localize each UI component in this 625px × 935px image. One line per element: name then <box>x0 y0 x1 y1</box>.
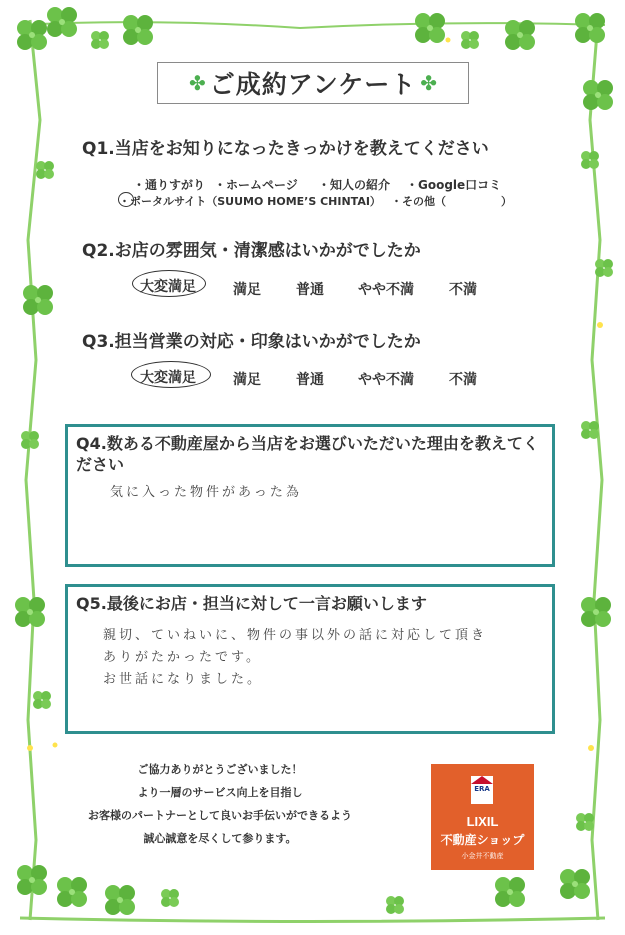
branch-name: 小金井不動産 <box>461 852 504 860</box>
shop-name: 不動産ショップ <box>440 833 525 847</box>
q4-question: Q4.数ある不動産屋から当店をお選びいただいた理由を教えてください <box>76 434 539 474</box>
q1-option[interactable]: ・ホームページ <box>214 178 298 192</box>
q1-option[interactable]: ・知人の紹介 <box>318 178 391 192</box>
q1-option[interactable]: ・通りすがり <box>133 178 206 192</box>
q2-option[interactable]: 満足 <box>233 282 261 298</box>
clover-icon: ✤ <box>188 71 206 95</box>
thanks-line: 誠心誠意を尽くして参ります。 <box>143 832 297 845</box>
q1-option[interactable]: ・Google口コミ <box>406 178 502 192</box>
q1-question: Q1.当店をお知りになったきっかけを教えてください <box>82 139 489 159</box>
q4-answer-text: 気に入った物件があった為 <box>110 485 302 500</box>
q3-option[interactable]: 不満 <box>449 372 477 388</box>
shop-logo <box>431 764 534 870</box>
thanks-line: お客様のパートナーとして良いお手伝いができるよう <box>88 809 352 822</box>
q2-option[interactable]: 大変満足 <box>140 279 196 295</box>
q5-answer-line: 親切、ていねいに、物件の事以外の話に対応して頂き <box>103 628 488 643</box>
q5-answer-line: ありがたかったです。 <box>103 650 262 665</box>
q4-answer-box[interactable] <box>65 424 555 567</box>
q2-question: Q2.お店の雰囲気・清潔感はいかがでしたか <box>82 241 421 261</box>
brand-name: LIXIL <box>466 814 499 829</box>
q3-option[interactable]: やや不満 <box>358 372 414 388</box>
q5-answer-line: お世話になりました。 <box>103 672 264 687</box>
clover-icon: ✤ <box>420 71 438 95</box>
q5-question: Q5.最後にお店・担当に対して一言お願いします <box>76 594 427 613</box>
q2-option[interactable]: 普通 <box>296 282 324 298</box>
q1-option[interactable]: ・その他（ ） <box>391 195 512 208</box>
q3-question: Q3.担当営業の対応・印象はいかがでしたか <box>82 332 421 352</box>
q1-option[interactable]: ・ポータルサイト（SUUMO HOME’S CHINTAI） <box>119 195 381 208</box>
q3-option[interactable]: 普通 <box>296 372 324 388</box>
page-title: ご成約アンケート <box>209 70 417 99</box>
era-logo-icon <box>471 776 493 804</box>
q5-answer-box[interactable] <box>65 584 555 734</box>
thanks-line: より一層のサービス向上を目指し <box>137 786 303 799</box>
thanks-line: ご協力ありがとうございました！ <box>137 763 303 776</box>
q3-option[interactable]: 満足 <box>233 372 261 388</box>
thanks-message <box>60 758 380 850</box>
q2-option[interactable]: 不満 <box>449 282 477 298</box>
q2-option[interactable]: やや不満 <box>358 282 414 298</box>
title-box <box>157 62 469 104</box>
era-label: ERA <box>474 785 490 793</box>
house-roof-icon <box>471 776 493 784</box>
q3-option[interactable]: 大変満足 <box>140 370 196 386</box>
